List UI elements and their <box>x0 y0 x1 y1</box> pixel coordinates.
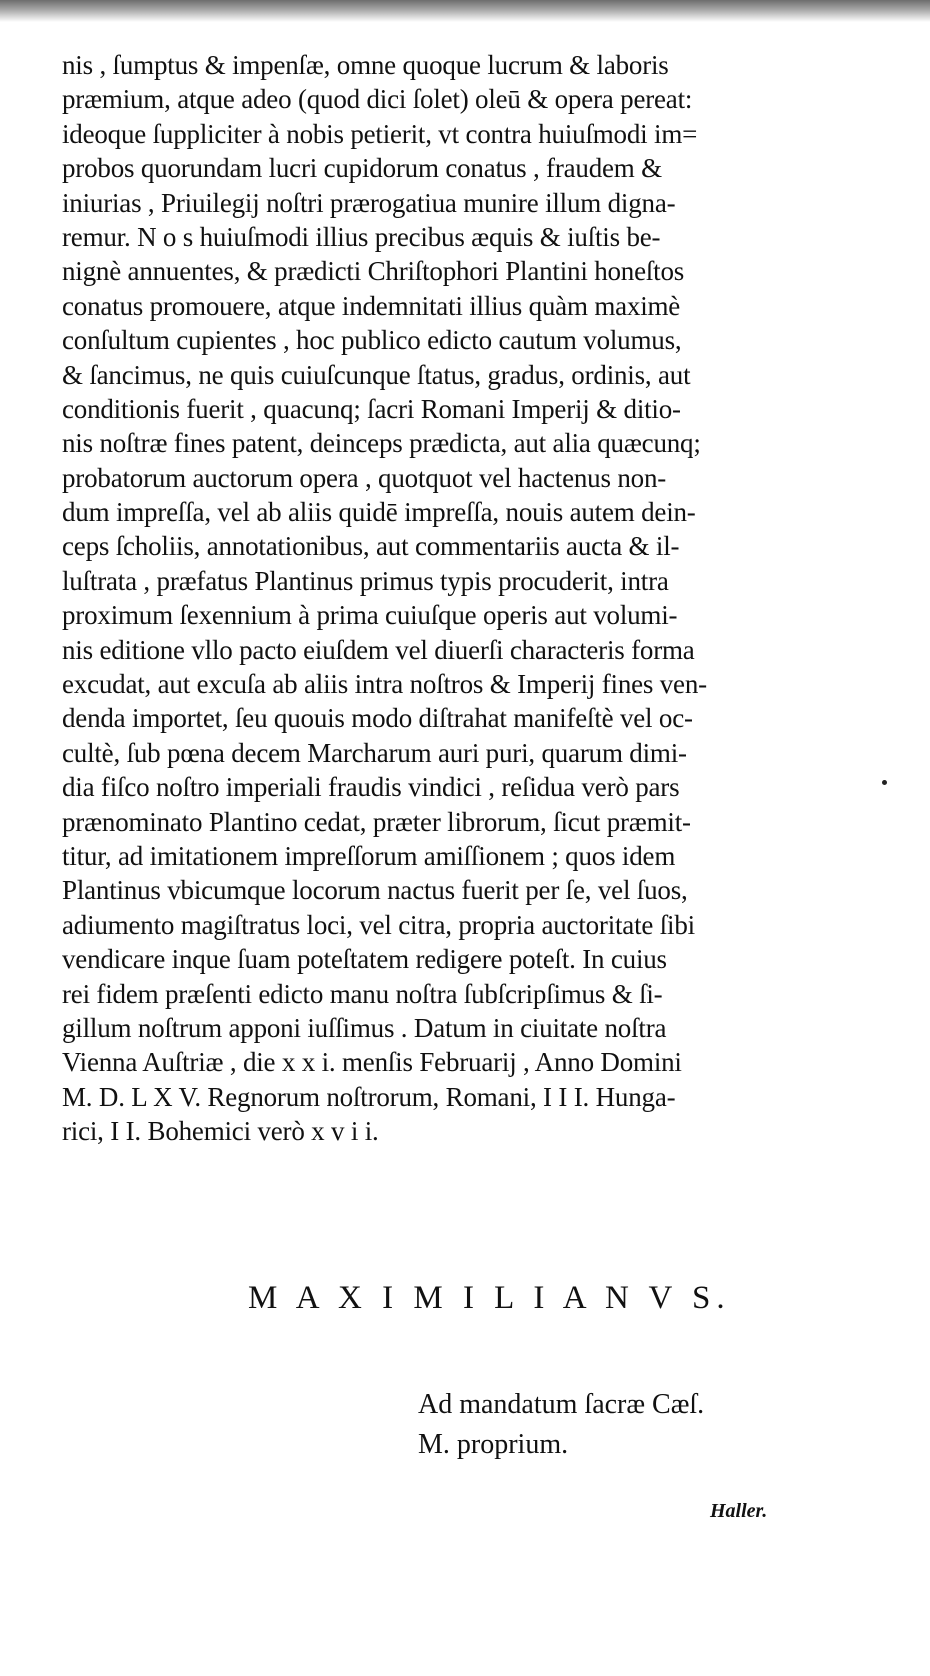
text-line: ceps ſcholiis, annotationibus, aut commentariis aucta & il- <box>62 531 680 562</box>
text-line: nignè annuentes, & prædicti Chriſtophori Plantini honeſtos <box>62 256 685 287</box>
signature-maximilianus: M A X I M I L I A N V S. <box>248 1280 731 1316</box>
text-line: præmium, atque adeo (quod dici ſolet) oleū & opera pereat: <box>62 84 693 115</box>
text-line: conſultum cupientes , hoc publico edicto cautum volumus, <box>62 325 682 356</box>
text-line: remur. N o s huiuſmodi illius precibus æquis & iuſtis be- <box>62 221 661 252</box>
text-line: nis , ſumptus & impenſæ, omne quoque lucrum & laboris <box>62 50 669 80</box>
text-line: conditionis fuerit , quacunq; ſacri Romani Imperij & ditio- <box>62 393 681 424</box>
text-line: excudat, aut excuſa ab aliis intra noſtros & Imperij fines ven- <box>62 669 707 700</box>
text-line: cultè, ſub pœna decem Marcharum auri puri, quarum dimi- <box>62 737 687 768</box>
text-line: probos quorundam lucri cupidorum conatus , fraudem & <box>62 153 662 184</box>
text-line: adiumento magiſtratus loci, vel citra, propria auctoritate ſibi <box>62 909 695 940</box>
text-line: rici, I I. Bohemici verò x v i i. <box>62 1116 379 1147</box>
margin-dot <box>882 780 887 785</box>
text-line: dia fiſco noſtro imperiali fraudis vindici , reſidua verò pars <box>62 772 680 803</box>
text-line: titur, ad imitationem impreſſorum amiſſionem ; quos idem <box>62 840 676 871</box>
text-line: gillum noſtrum apponi iuſſimus . Datum in ciuitate noſtra <box>62 1012 667 1043</box>
text-line: denda importet, ſeu quouis modo diſtrahat manifeſtè vel oc- <box>62 703 693 734</box>
text-line: Vienna Auſtriæ , die x x i. menſis Februarij , Anno Domini <box>62 1047 682 1078</box>
text-line: rei fidem præſenti edicto manu noſtra ſubſcripſimus & ſi- <box>62 978 663 1009</box>
text-line: proximum ſexennium à prima cuiuſque operis aut volumi- <box>62 600 678 631</box>
text-line: nis editione vllo pacto eiuſdem vel diuerſi characteris forma <box>62 634 695 665</box>
text-line: prænominato Plantino cedat, præter librorum, ſicut præmit- <box>62 806 691 837</box>
text-line: luſtrata , præfatus Plantinus primus typis procuderit, intra <box>62 565 669 596</box>
text-line: vendicare inque ſuam poteſtatem redigere poteſt. In cuius <box>62 944 667 975</box>
mandate-line: Ad mandatum ſacræ Cæſ. <box>418 1389 705 1420</box>
text-line: Plantinus vbicumque locorum nactus fuerit per ſe, vel ſuos, <box>62 875 688 906</box>
text-line: iniurias , Priuilegij noſtri prærogatiua munire illum digna- <box>62 187 676 218</box>
text-line: probatorum auctorum opera , quotquot vel hactenus non- <box>62 462 667 493</box>
text-line: nis noſtræ fines patent, deinceps prædicta, aut alia quæcunq; <box>62 428 701 459</box>
mandate-line: M. proprium. <box>418 1429 569 1460</box>
text-line: dum impreſſa, vel ab aliis quidē impreſſa, nouis autem dein- <box>62 497 696 528</box>
text-line: M. D. L X V. Regnorum noſtrorum, Romani, I I I. Hunga- <box>62 1081 676 1112</box>
secretary-signature: Haller. <box>710 1500 768 1522</box>
text-line: ideoque ſuppliciter à nobis petierit, vt contra huiuſmodi im= <box>62 118 698 149</box>
text-line: & ſancimus, ne quis cuiuſcunque ſtatus, gradus, ordinis, aut <box>62 359 691 390</box>
privilege-body-text <box>62 48 872 1149</box>
mandate-block <box>418 1385 704 1465</box>
text-line: conatus promouere, atque indemnitati illius quàm maximè <box>62 290 681 321</box>
scan-top-edge <box>0 0 930 22</box>
